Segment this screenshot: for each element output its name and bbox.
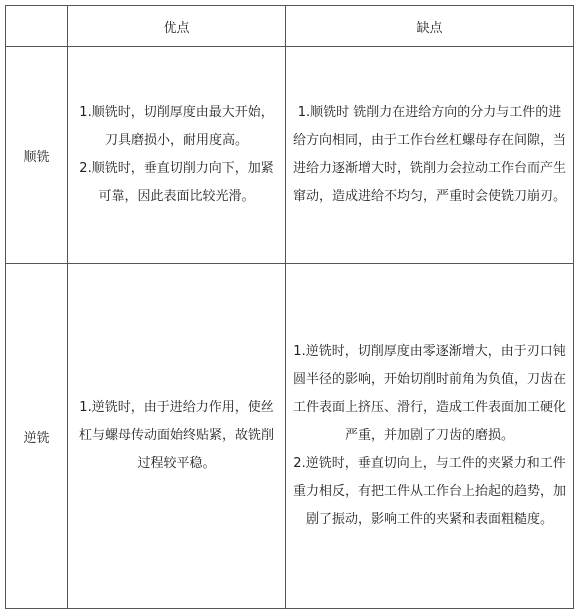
header-disadvantages: 缺点 [286, 6, 574, 47]
conventional-disadvantage-1: 1.逆铣时，切削厚度由零逐渐增大，由于刃口钝圆半径的影响，开始切削时前角为负值，刀齿在工件表面上挤压、滑行，造成工件表面加工硬化严重，并加剧了刀齿的磨损。 [293, 344, 567, 443]
table-row-conventional-milling [6, 264, 574, 609]
table-header-row [6, 6, 574, 47]
climb-milling-advantages-cell [68, 47, 286, 264]
conventional-milling-disadvantages-cell [286, 264, 574, 609]
row-label-conventional-milling: 逆铣 [6, 264, 68, 609]
climb-advantage-2: 2.顺铣时，垂直切削力向下，加紧可靠，因此表面比较光滑。 [79, 161, 274, 204]
conventional-advantage-1: 1.逆铣时，由于进给力作用，使丝杠与螺母传动面始终贴紧，故铣削过程较平稳。 [78, 400, 274, 471]
header-corner-cell [6, 6, 68, 47]
milling-comparison-table [5, 5, 574, 609]
conventional-disadvantage-2: 2.逆铣时，垂直切向上，与工件的夹紧力和工件重力相反，有把工件从工作台上抬起的趋势，加剧了振动，影响工件的夹紧和表面粗糙度。 [293, 456, 567, 527]
conventional-milling-advantages-cell [68, 264, 286, 609]
comparison-table-container [5, 5, 573, 609]
climb-advantage-1: 1.顺铣时，切削厚度由最大开始，刀具磨损小，耐用度高。 [79, 105, 274, 148]
table-row-climb-milling [6, 47, 574, 264]
row-label-climb-milling: 顺铣 [6, 47, 68, 264]
climb-disadvantage-1: 1.顺铣时 铣削力在进给方向的分力与工件的进给方向相同，由于工作台丝杠螺母存在间隙，当进给力逐渐增大时，铣削力会拉动工作台而产生窜动，造成进给不均匀，严重时会使铣刀崩刃。 [293, 105, 567, 204]
header-advantages: 优点 [68, 6, 286, 47]
climb-milling-disadvantages-cell [286, 47, 574, 264]
